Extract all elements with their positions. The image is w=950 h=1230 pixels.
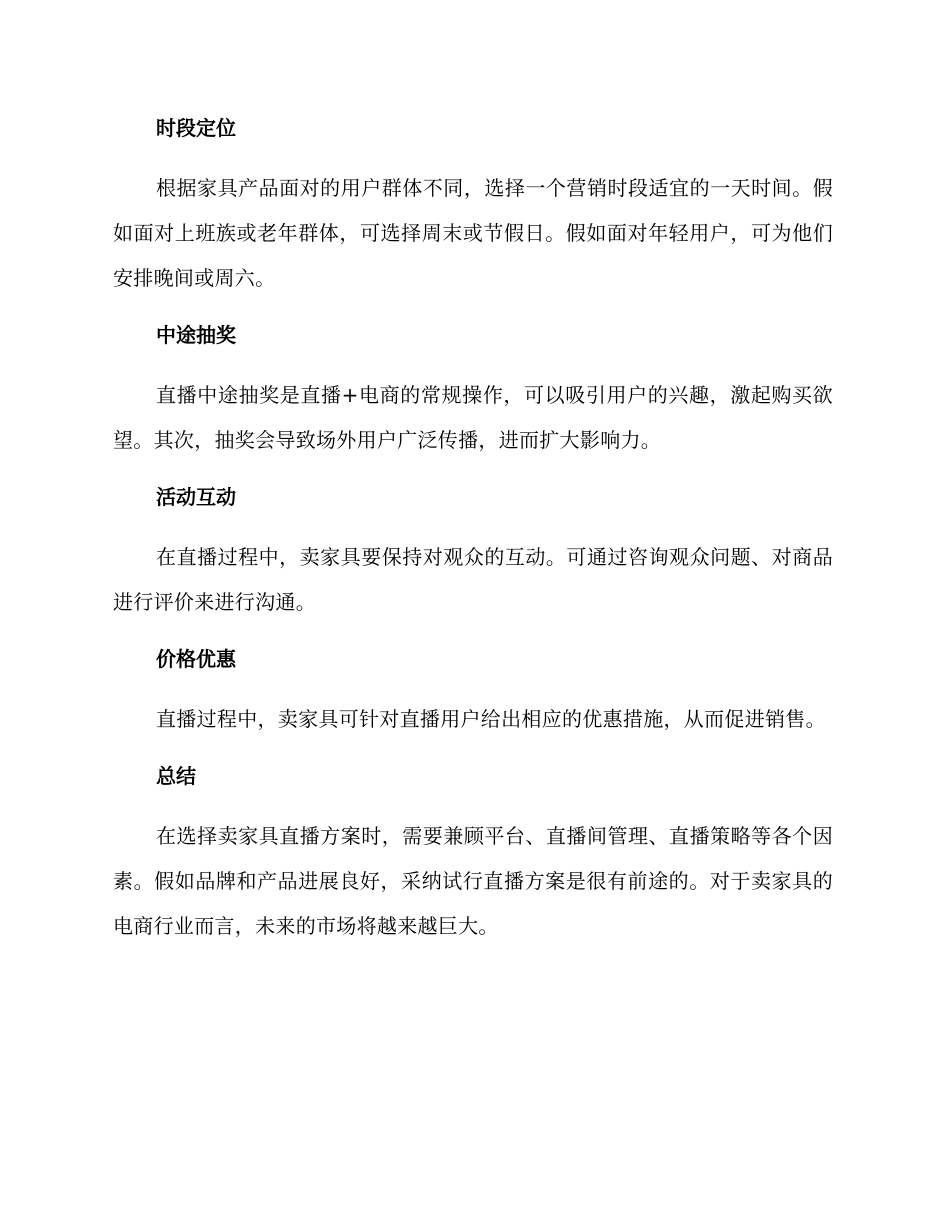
- section-paragraph: 根据家具产品面对的用户群体不同，选择一个营销时段适宜的一天时间。假如面对上班族或老年群体，可选择周末或节假日。假如面对年轻用户，可为他们安排晚间或周六。: [113, 176, 833, 290]
- section-heading: 价格优惠: [156, 647, 236, 671]
- section-time-slot: [113, 112, 833, 301]
- section-heading: 中途抽奖: [156, 323, 236, 347]
- section-paragraph: 在直播过程中，卖家具要保持对观众的互动。可通过咨询观众问题、对商品进行评价来进行沟通。: [113, 545, 833, 614]
- section-heading: 时段定位: [156, 116, 236, 140]
- section-paragraph: 直播中途抽奖是直播+电商的常规操作，可以吸引用户的兴趣，激起购买欲望。其次，抽奖会导致场外用户广泛传播，进而扩大影响力。: [113, 383, 833, 452]
- section-heading: 总结: [156, 764, 196, 788]
- section-heading: 活动互动: [156, 485, 236, 509]
- section-paragraph: 直播过程中，卖家具可针对直播用户给出相应的优惠措施，从而促进销售。: [156, 707, 826, 731]
- document-page: [113, 112, 833, 967]
- section-interaction: [113, 481, 833, 625]
- section-paragraph: 在选择卖家具直播方案时，需要兼顾平台、直播间管理、直播策略等各个因素。假如品牌和产品进展良好，采纳试行直播方案是很有前途的。对于卖家具的电商行业而言，未来的市场将越来越巨大。: [113, 824, 833, 938]
- section-summary: [113, 760, 833, 949]
- section-price-discount: [113, 643, 833, 742]
- section-lottery: [113, 319, 833, 463]
